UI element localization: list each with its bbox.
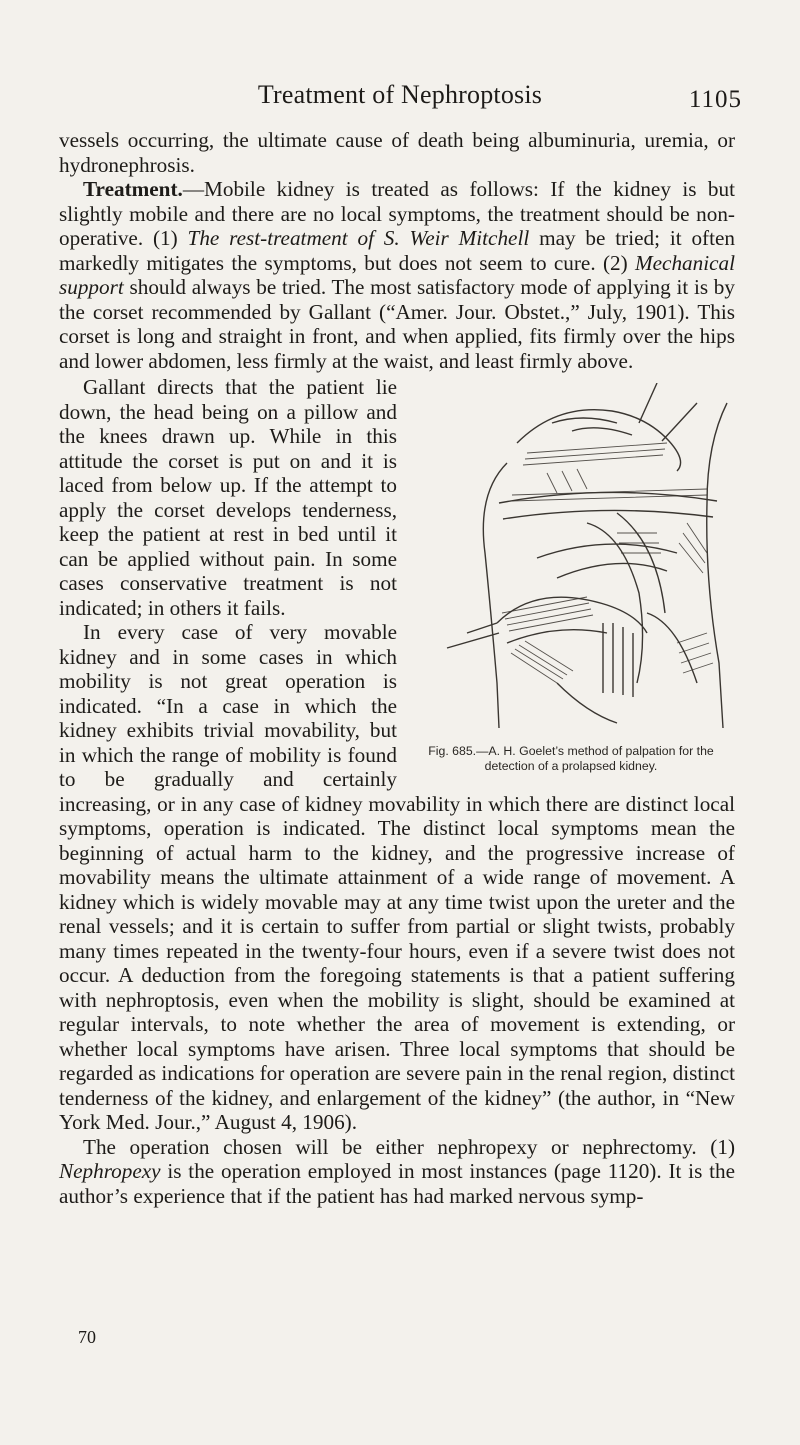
treatment-italic-rest: The rest-treatment of S. Weir Mitchell (187, 226, 530, 250)
paragraph-continued: vessels occurring, the ultimate cause of death being albuminuria, uremia, or hydronephrosis. (59, 128, 735, 177)
page-number: 1105 (688, 86, 742, 113)
palpation-illustration (407, 383, 735, 738)
figure-685 (407, 383, 735, 774)
figure-caption: Fig. 685.—A. H. Goelet’s method of palpation for the detection of a prolapsed kidney. (428, 744, 714, 773)
paragraph-treatment (59, 177, 735, 373)
running-head (0, 80, 800, 120)
signature-mark: 70 (78, 1327, 96, 1347)
section-heading-treatment: Treatment. (83, 177, 183, 201)
paragraph-operation (59, 1135, 735, 1209)
treatment-text-b: may be tried; it often markedly mitigates the symptoms, but does not seem to cure. (2) (59, 226, 735, 275)
treatment-text-c: should always be tried. The most satisfactory mode of applying it is by the corset recommended by Gallant (“Amer. Jour. Obstet.,” July, 1901). This corset is long and straight in front, and when applied, fits firmly over the hips and lower abdomen, less firmly at the waist, and least firmly above. (59, 275, 735, 373)
treatment-text-a: —Mobile kidney is treated as follows: If the kidney is but slightly mobile and there are no local symptoms, the treatment should be non-operative. (1) (59, 177, 735, 250)
operation-italic-nephropexy: Nephropexy (59, 1159, 161, 1183)
paragraph-indications: In every case of very movable kidney and in some cases in which mobility is not great operation is indicated. “In a case in which the kidney exhibits trivial movability, but in which the range of mobility is found to be gradually and certainly increasing, or in any case of kidney movability in which there are distinct local symptoms, operation is indicated. The distinct local symptoms mean the beginning of actual harm to the kidney, and the progressive increase of movability means the ultimate attainment of a wide range of movement. A kidney which is widely movable may at any time twist upon the ureter and the renal vessels; and it is certain to suffer from partial or slight twists, probably many times repeated in the twenty-four hours, even if a severe twist does not occur. A deduction from the foregoing statements is that a patient suffering with nephroptosis, even when the mobility is slight, should be examined at regular intervals, to note whether the area of movement is extending, or whether local symptoms have arisen. Three local symptoms that should be regarded as indications for operation are severe pain in the renal region, distinct tenderness of the kidney, and enlargement of the kidney” (the author, in “New York Med. Jour.,” August 4, 1906). (59, 620, 735, 1134)
paragraph-gallant: Gallant directs that the patient lie down, the head being on a pillow and the knees drawn up. While in this attitude the corset is put on and it is laced from below up. If the attempt to apply the corset develops tenderness, keep the patient at rest in bed until it can be applied without pain. In some cases conservative treatment is not indicated; in others it fails. (59, 375, 397, 620)
running-title: Treatment of Nephroptosis (257, 80, 543, 109)
treatment-italic-support: Mechanical support (59, 250, 735, 299)
operation-text-a: The operation chosen will be either nephropexy or nephrectomy. (1) (83, 1134, 735, 1159)
operation-text-b: is the operation employed in most instances (page 1120). It is the author’s experience that if the patient has had marked nervous symp- (59, 1159, 735, 1208)
body-text (59, 128, 735, 1208)
